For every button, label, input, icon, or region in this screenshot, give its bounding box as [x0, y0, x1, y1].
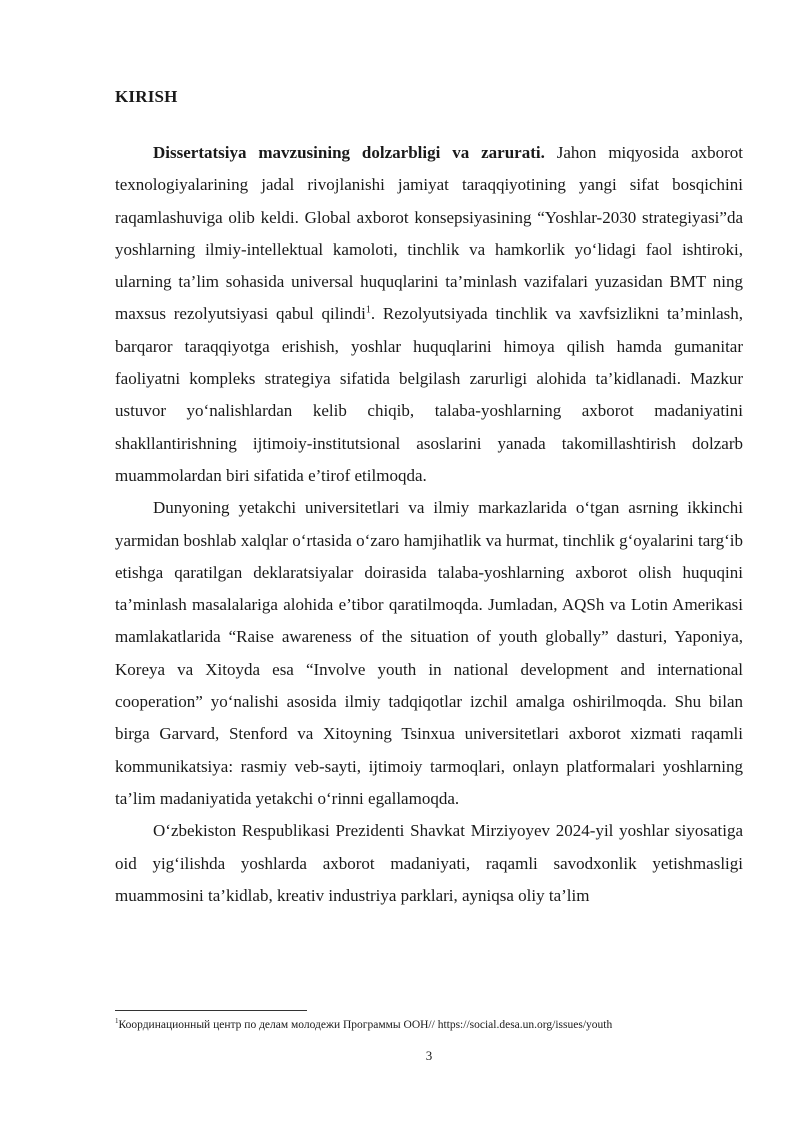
paragraph-text: . Rezolyutsiyada tinchlik va xavfsizlikni ta’minlash, barqaror taraqqiyotga erishish, yoshlar huquqlarini himoya qilish hamda gumanitar faoliyatni kompleks strategiya sifatida belgilash zarurligi alohida ta’kidlanadi. Mazkur ustuvor yo‘nalishlardan kelib chiqib, talaba-yoshlarning axborot madaniyatini shakllantirishning ijtimoiy-institutsional asoslarini yanada takomillashtirish dolzarb muammolardan biri sifatida e’tirof etilmoqda.: [115, 304, 743, 485]
body-text: [115, 137, 743, 912]
footnote-divider: [115, 1010, 307, 1011]
paragraph-1: [115, 137, 743, 492]
footnote-reference[interactable]: 1: [365, 304, 371, 316]
footnote-mark: 1: [115, 1017, 119, 1026]
footnote-text: Координационный центр по делам молодежи Программы ООН// https://social.desa.un.org/issues/youth: [118, 1019, 613, 1031]
page-number: 3: [425, 1048, 433, 1063]
section-heading: KIRISH: [115, 87, 178, 106]
paragraph-lead: Dissertatsiya mavzusining dolzarbligi va zarurati.: [153, 143, 545, 162]
paragraph-3: O‘zbekiston Respublikasi Prezidenti Shavkat Mirziyoyev 2024-yil yoshlar siyosatiga oid yig‘ilishda yoshlarda axborot madaniyati, raqamli savodxonlik yetishmasligi muammosini ta’kidlab, kreativ industriya parklari, ayniqsa oliy ta’lim: [115, 821, 743, 905]
paragraph-2: Dunyoning yetakchi universitetlari va ilmiy markazlarida o‘tgan asrning ikkinchi yarmidan boshlab xalqlar o‘rtasida o‘zaro hamjihatlik va hurmat, tinchlik g‘oyalarini targ‘ib etishga qaratilgan deklaratsiyalar doirasida talaba-yoshlarning axborot olish huquqini ta’minlash masalalariga alohida e’tibor qaratilmoqda. Jumladan, AQSh va Lotin Amerikasi mamlakatlarida “Raise awareness of the situation of youth globally” dasturi, Yaponiya, Koreya va Xitoyda esa “Involve youth in national development and international cooperation” yo‘nalishi asosida ilmiy tadqiqotlar izchil amalga oshirilmoqda. Shu bilan birga Garvard, Stenford va Xitoyning Tsinxua universitetlari axborot xizmati raqamli kommunikatsiya: rasmiy veb-sayti, ijtimoiy tarmoqlari, onlayn platformalari yoshlarning ta’lim madaniyatida yetakchi o‘rinni egallamoqda.: [115, 498, 743, 808]
paragraph-text: Jahon miqyosida axborot texnologiyalarining jadal rivojlanishi jamiyat taraqqiyotining yangi sifat bosqichini raqamlashuviga olib keldi. Global axborot konsepsiyasining “Yoshlar-2030 strategiyasi”da yoshlarning ilmiy-intellektual kamoloti, tinchlik va hamkorlik yo‘lidagi faol ishtiroki, ularning ta’lim sohasida universal huquqlarini ta’minlash vazifalari yuzasidan BMT ning maxsus rezolyutsiyasi qabul qilindi: [115, 143, 743, 324]
footnote: [115, 1018, 755, 1032]
